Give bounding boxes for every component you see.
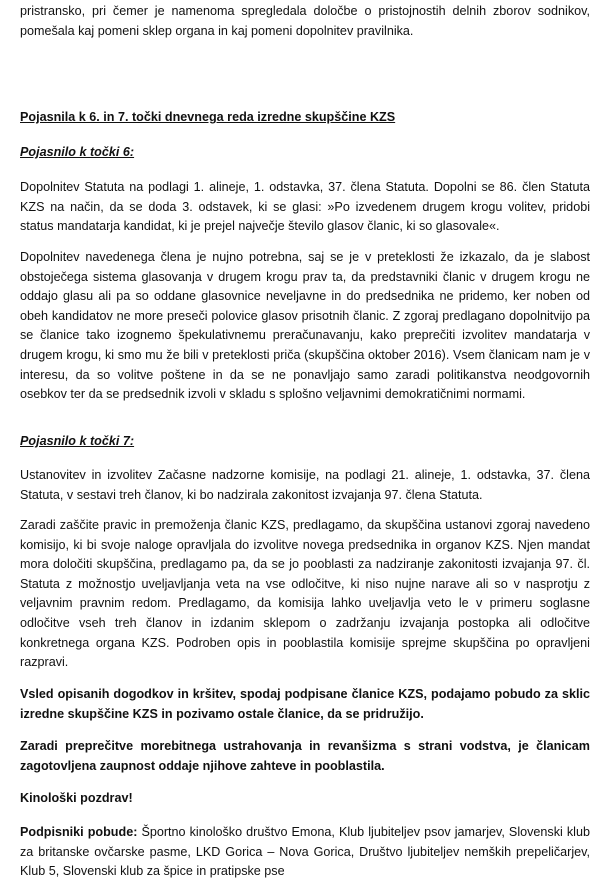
point6-heading: Pojasnilo k točki 6: <box>20 145 135 159</box>
point7-heading: Pojasnilo k točki 7: <box>20 434 135 448</box>
bold-statement-2: Zaradi preprečitve morebitnega ustrahovanja in revanšizma s strani vodstva, je članicam zagotovljena zaupnost oddaje njihove zahteve in pooblastila. <box>20 739 590 773</box>
point7-paragraph-2: Zaradi zaščite pravic in premoženja članic KZS, predlagamo, da skupščina ustanovi zgoraj navedeno komisijo, ki bi svoje naloge opravljala do izvolitve novega predsednika in organov KZS. Njen mandat mora določiti skupščina, predlagamo pa, da se jo pooblasti za nadziranje zakonitosti izvajanja 97. čl. Statuta z možnostjo uveljavljanja veta na vse odločitve, ki niso nujne narave ali so v nasprotju z veljavnim pravnim redom. Predlagamo, da komisija lahko uveljavlja veto le v primeru soglasne odločitve vseh treh članov in izdanim sklepom o zadržanju izvajanja postopka ali odločitve konkretnega organa KZS. Podroben opis in pooblastila komisije sprejme skupščina po opravljeni razpravi. <box>20 518 590 670</box>
greeting: Kinološki pozdrav! <box>20 791 133 805</box>
bold-statement-1: Vsled opisanih dogodkov in kršitev, spodaj podpisane članice KZS, podajamo pobudo za sklic izredne skupščine KZS in pozivamo ostale članice, da se pridružijo. <box>20 687 590 721</box>
point6-paragraph-2: Dopolnitev navedenega člena je nujno potrebna, saj se je v preteklosti že izkazalo, da je slabost obstoječega sistema glasovanja v drugem krogu prav ta, da predstavniki članic v drugem krogu ne oddajo glasu ali pa so oddane glasovnice neveljavne in do predsednika ne pridemo, ker noben od obeh kandidatov ne more preseči polovice glasov prisotnih članic. Z zgoraj predlagano dopolnitvijo pa se članice tako izognemo špekulativnemu preračunavanju, kako preprečiti izvolitev mandatarja v drugem krogu, ki smo mu že bili v preteklosti priča (skupščina oktober 2016). Vsem članicam nam je v interesu, da so volitve poštene in da se ne ponavljajo samo zaradi politikanstva neodgovornih osebkov ter da se predsednik izvoli v skladu s splošno veljavnimi demokratičnimi normami. <box>20 250 590 402</box>
signatories-paragraph <box>20 823 590 882</box>
point7-paragraph-1: Ustanovitev in izvolitev Začasne nadzorne komisije, na podlagi 21. alineje, 1. odstavka, 37. člena Statuta, v sestavi treh članov, ki bo nadzirala zakonitost izvajanja 97. člena Statuta. <box>20 468 590 502</box>
intro-paragraph: pristransko, pri čemer je namenoma spregledala določbe o pristojnostih delnih zborov sodnikov, pomešala kaj pomeni sklep organa in kaj pomeni dopolnitev pravilnika. <box>20 4 590 38</box>
section-heading: Pojasnila k 6. in 7. točki dnevnega reda izredne skupščine KZS <box>20 110 396 124</box>
signatories-label: Podpisniki pobude: <box>20 825 138 839</box>
signatories-text: Športno kinološko društvo Emona, Klub ljubiteljev psov jamarjev, Slovenski klub za britanske ovčarske pasme, LKD Gorica – Nova Gorica, Društvo ljubiteljev nemških prepeličarjev, Klub 5, Slovenski klub za špice in pratipske pse <box>20 825 590 879</box>
point6-paragraph-1: Dopolnitev Statuta na podlagi 1. alineje, 1. odstavka, 37. člena Statuta. Dopolni se 86. člen Statuta KZS na način, da se doda 3. odstavek, ki se glasi: »Po izvedenem drugem krogu volitev, pridobi status mandatarja kandidat, ki je prejel največje število glasov članic, ki so glasovale«. <box>20 180 590 234</box>
